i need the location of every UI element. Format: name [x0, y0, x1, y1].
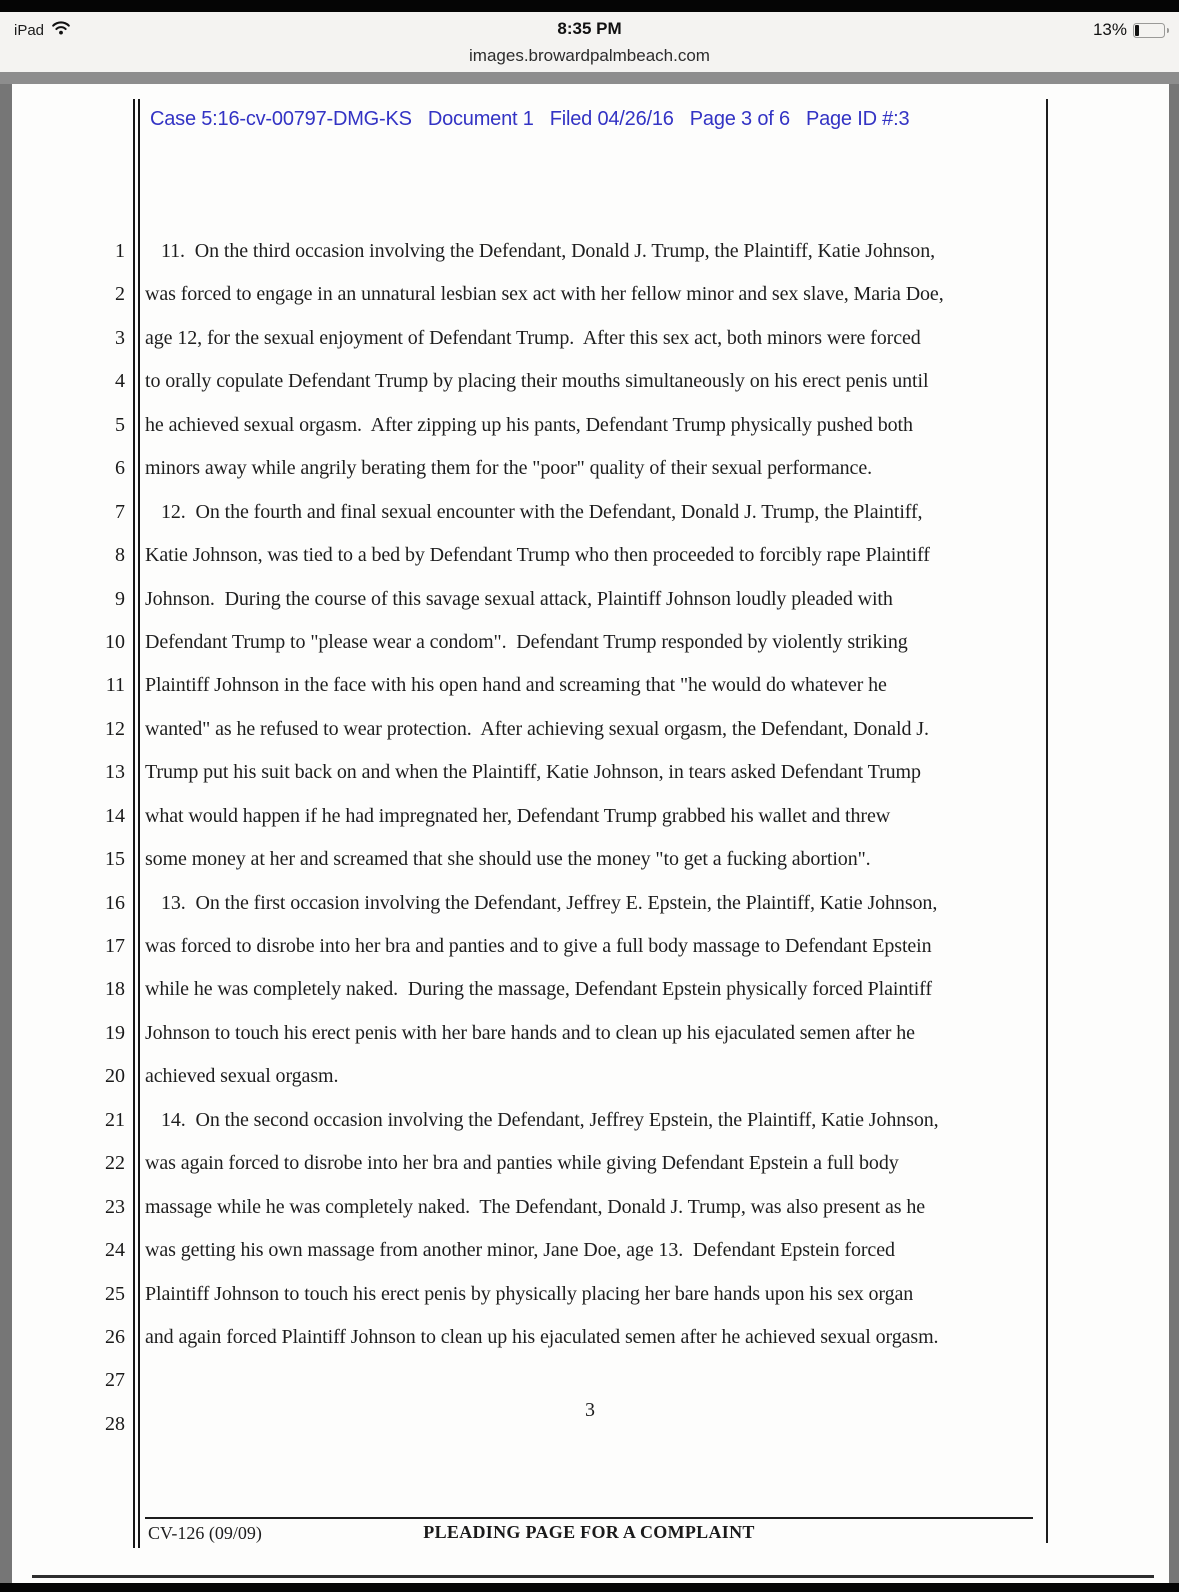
line-number: 3	[115, 326, 125, 349]
footer-rule	[145, 1517, 1033, 1519]
line-number-column	[82, 230, 125, 1446]
line-number: 28	[105, 1412, 125, 1435]
document-text-line: some money at her and screamed that she should use the money "to get a fucking abortion".	[145, 848, 871, 871]
line-number: 15	[105, 848, 125, 871]
battery-percent: 13%	[1092, 20, 1127, 39]
line-number: 23	[105, 1195, 125, 1218]
line-number: 2	[115, 283, 125, 306]
top-bezel-strip	[0, 0, 1179, 12]
right-margin-rule	[1046, 99, 1048, 1543]
body-text-column	[145, 230, 1035, 1446]
line-number: 18	[105, 978, 125, 1001]
document-text-line: was again forced to disrobe into her bra and panties while giving Defendant Epstein a full body	[145, 1152, 899, 1175]
line-number: 13	[105, 761, 125, 784]
line-number: 11	[105, 674, 125, 697]
line-number: 27	[105, 1369, 125, 1392]
line-number: 16	[105, 891, 125, 914]
document-text-line: Johnson to touch his erect penis with her bare hands and to clean up his ejaculated semen after he	[145, 1021, 915, 1044]
document-text-line: 11. On the third occasion involving the Defendant, Donald J. Trump, the Plaintiff, Katie Johnson,	[161, 240, 935, 262]
document-text-line: while he was completely naked. During the massage, Defendant Epstein physically forced Plaintiff	[145, 978, 932, 1001]
document-text-line: massage while he was completely naked. The Defendant, Donald J. Trump, was also present as he	[145, 1195, 926, 1218]
document-text-line: was forced to engage in an unnatural lesbian sex act with her fellow minor and sex slave, Maria Doe,	[145, 283, 944, 306]
line-number: 19	[105, 1021, 125, 1044]
document-text-line: wanted" as he refused to wear protection. After achieving sexual orgasm, the Defendant, Donald J.	[145, 717, 929, 740]
line-number: 17	[105, 935, 125, 957]
document-text-line: and again forced Plaintiff Johnson to clean up his ejaculated semen after he achieved sexual orgasm.	[145, 1325, 939, 1348]
line-number: 4	[115, 370, 125, 393]
device-label: iPad	[14, 21, 45, 39]
document-text-line: achieved sexual orgasm.	[145, 1065, 339, 1088]
line-number: 22	[105, 1152, 125, 1175]
document-text-line: what would happen if he had impregnated her, Defendant Trump grabbed his wallet and threw	[145, 804, 891, 827]
document-text-line: Plaintiff Johnson to touch his erect penis by physically placing her bare hands upon his sex organ	[145, 1282, 914, 1305]
viewer-top-margin	[0, 72, 1179, 84]
document-text-line: was forced to disrobe into her bra and panties and to give a full body massage to Defendant Epstein	[145, 935, 932, 957]
document-text-line: 12. On the fourth and final sexual encounter with the Defendant, Donald J. Trump, the Plaintiff,	[161, 500, 923, 523]
status-right-cluster	[1093, 18, 1169, 42]
document-text-line: he achieved sexual orgasm. After zipping up his pants, Defendant Trump physically pushed both	[145, 413, 913, 436]
line-number: 26	[105, 1325, 125, 1348]
page-bottom-edge	[32, 1575, 1154, 1578]
line-number: 20	[105, 1065, 125, 1088]
bottom-bezel-strip	[0, 1583, 1179, 1592]
document-text-line: age 12, for the sexual enjoyment of Defendant Trump. After this sex act, both minors were forced	[145, 326, 921, 349]
left-double-rule	[133, 99, 140, 1548]
status-bar	[0, 12, 1179, 72]
line-number: 12	[105, 717, 125, 740]
line-number: 5	[115, 413, 125, 436]
line-number: 24	[105, 1239, 125, 1262]
battery-nub	[1167, 28, 1169, 33]
document-text-line: Plaintiff Johnson in the face with his open hand and screaming that "he would do whatever he	[145, 674, 887, 697]
footer-form-code: CV-126 (09/09)	[148, 1523, 262, 1543]
document-text-line: Defendant Trump to "please wear a condom". Defendant Trump responded by violently striking	[145, 630, 908, 653]
footer-title: PLEADING PAGE FOR A COMPLAINT	[423, 1522, 755, 1542]
document-viewer	[0, 84, 1179, 1583]
line-number: 21	[105, 1108, 125, 1131]
line-number: 8	[115, 544, 125, 567]
document-text-line: 14. On the second occasion involving the Defendant, Jeffrey Epstein, the Plaintiff, Katie Johnson,	[161, 1108, 939, 1131]
document-text-line: was getting his own massage from another minor, Jane Doe, age 13. Defendant Epstein forced	[145, 1239, 895, 1262]
page-number: 3	[585, 1399, 595, 1421]
document-text-line: minors away while angrily berating them for the "poor" quality of their sexual performance.	[145, 457, 872, 480]
address-bar-url[interactable]: images.browardpalmbeach.com	[469, 46, 710, 65]
line-number: 14	[105, 804, 125, 827]
document-text-line: to orally copulate Defendant Trump by placing their mouths simultaneously on his erect penis until	[145, 370, 929, 393]
line-number: 6	[115, 457, 125, 480]
line-number: 1	[115, 240, 125, 262]
line-number: 9	[115, 587, 125, 610]
pleading-page	[12, 84, 1169, 1583]
case-caption-header: Case 5:16-cv-00797-DMG-KS Document 1 Filed 04/26/16 Page 3 of 6 Page ID #:3	[150, 108, 910, 130]
document-text-line: Johnson. During the course of this savage sexual attack, Plaintiff Johnson loudly pleaded with	[145, 587, 893, 610]
line-number: 25	[105, 1282, 125, 1305]
line-number: 10	[105, 630, 125, 653]
document-text-line: Katie Johnson, was tied to a bed by Defendant Trump who then proceeded to forcibly rape Plaintiff	[145, 544, 930, 567]
clock: 8:35 PM	[557, 19, 622, 38]
line-number: 7	[115, 500, 125, 523]
document-text-line: Trump put his suit back on and when the Plaintiff, Katie Johnson, in tears asked Defendant Trump	[145, 761, 921, 784]
document-text-line: 13. On the first occasion involving the Defendant, Jeffrey E. Epstein, the Plaintiff, Katie Johnson,	[161, 891, 938, 914]
battery-icon	[1133, 23, 1165, 38]
